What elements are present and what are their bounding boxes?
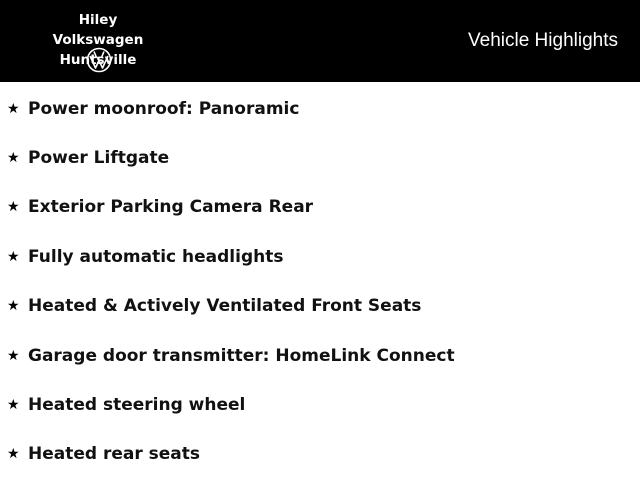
highlight-label: Heated steering wheel [28, 395, 246, 416]
highlight-item [0, 282, 640, 331]
highlight-label: Fully automatic headlights [28, 246, 284, 267]
vw-logo-icon [86, 47, 112, 73]
page-title: Vehicle Highlights [468, 30, 618, 51]
star-icon: ★ [7, 397, 20, 414]
highlight-item [0, 430, 640, 479]
highlight-item [0, 380, 640, 429]
highlight-label: Exterior Parking Camera Rear [28, 197, 314, 218]
header [0, 0, 640, 82]
highlight-item [0, 133, 640, 182]
highlight-item [0, 84, 640, 133]
dealer-line-2: Huntsville [59, 52, 137, 68]
highlight-item [0, 183, 640, 232]
highlight-label: Garage door transmitter: HomeLink Connect [28, 345, 455, 366]
star-icon: ★ [7, 298, 20, 315]
highlight-label: Power Liftgate [28, 148, 170, 169]
highlight-label: Heated rear seats [28, 444, 201, 465]
highlight-item [0, 331, 640, 380]
dealer-line-1: Hiley Volkswagen [52, 12, 144, 48]
star-icon: ★ [7, 150, 20, 167]
highlights-list [0, 84, 640, 479]
highlight-item [0, 232, 640, 281]
star-icon: ★ [7, 446, 20, 463]
highlight-label: Power moonroof: Panoramic [28, 98, 300, 119]
star-icon: ★ [7, 100, 20, 117]
highlight-label: Heated & Actively Ventilated Front Seats [28, 296, 422, 317]
star-icon: ★ [7, 248, 20, 265]
star-icon: ★ [7, 199, 20, 216]
star-icon: ★ [7, 347, 20, 364]
